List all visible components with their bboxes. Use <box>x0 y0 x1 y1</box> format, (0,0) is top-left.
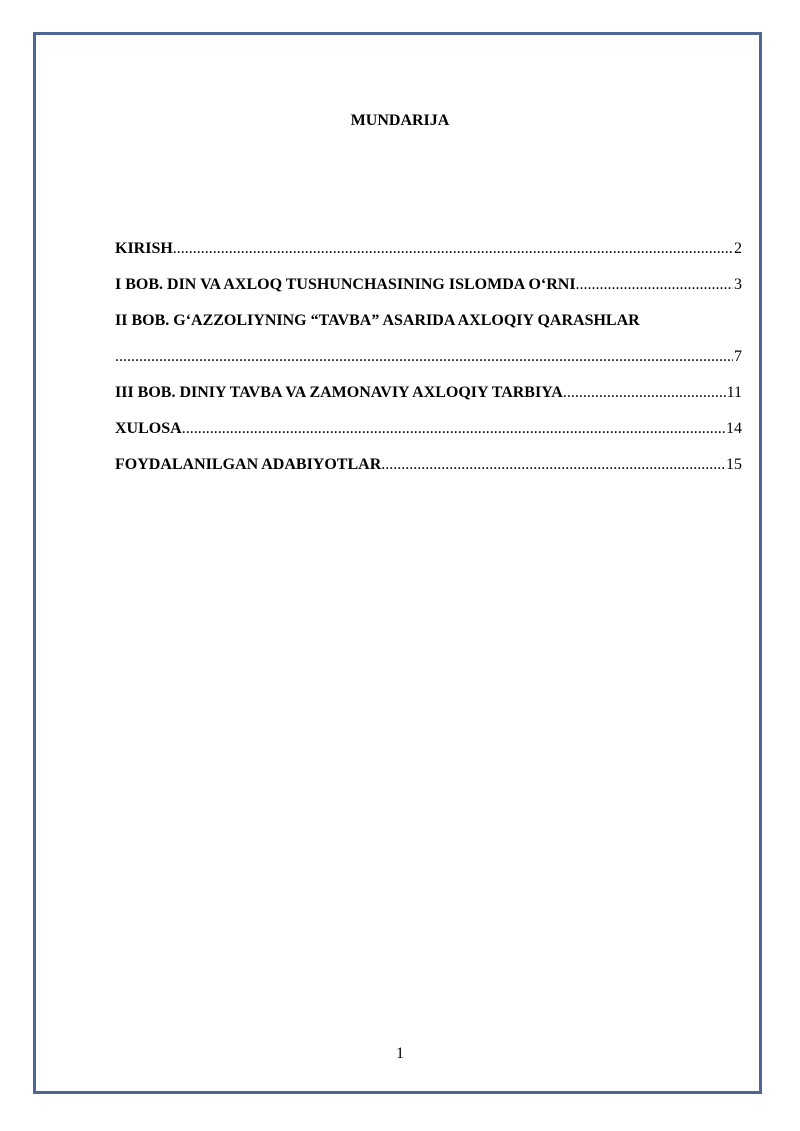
toc-entry-page: 15 <box>726 456 742 473</box>
toc-entry-references[interactable] <box>115 454 742 476</box>
toc-entry-chapter-2[interactable] <box>115 310 742 368</box>
page-number: 1 <box>396 1045 404 1062</box>
toc-leader-dots <box>173 238 733 260</box>
toc-entry-chapter-3[interactable] <box>115 382 742 404</box>
toc-entry-label: I BOB. DIN VA AXLOQ TUSHUNCHASINING ISLOMDA O‘RNI <box>115 276 576 293</box>
toc-entry-page: 3 <box>734 276 742 293</box>
toc-entry-page: 11 <box>726 384 742 401</box>
toc-entry-page: 7 <box>734 348 742 365</box>
table-of-contents <box>115 238 742 476</box>
toc-entry-label: XULOSA <box>115 420 182 437</box>
toc-entry-page: 2 <box>734 240 742 257</box>
toc-entry-label: III BOB. DINIY TAVBA VA ZAMONAVIY AXLOQIY TARBIYA <box>115 384 563 401</box>
page-title: MUNDARIJA <box>350 112 450 129</box>
toc-entry-label: FOYDALANILGAN ADABIYOTLAR <box>115 456 382 473</box>
toc-entry-label: II BOB. G‘AZZOLIYNING “TAVBA” ASARIDA AXLOQIY QARASHLAR <box>115 312 640 329</box>
toc-leader-dots <box>182 418 725 440</box>
toc-entry-xulosa[interactable] <box>115 418 742 440</box>
toc-entry-page: 14 <box>726 420 742 437</box>
toc-entry-kirish[interactable] <box>115 238 742 260</box>
toc-entry-chapter-1[interactable] <box>115 274 742 296</box>
toc-leader-dots <box>563 382 726 404</box>
toc-leader-dots <box>576 274 733 296</box>
page-border <box>33 32 762 1094</box>
toc-entry-label: KIRISH <box>115 240 173 257</box>
toc-leader-dots <box>381 454 725 476</box>
toc-leader-dots <box>115 346 733 368</box>
